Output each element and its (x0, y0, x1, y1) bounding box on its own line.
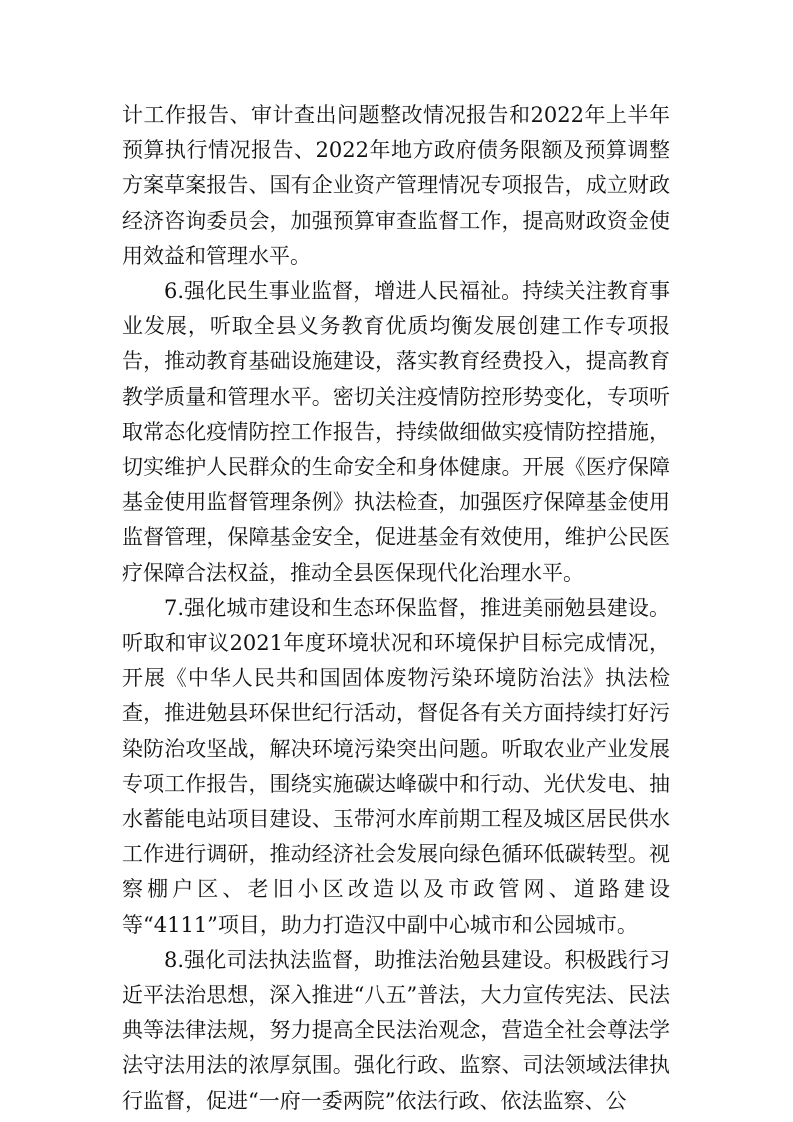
paragraph-audit-continued: 计工作报告、审计查出问题整改情况报告和2022年上半年预算执行情况报告、2022年地方政府债务限额及预算调整方案草案报告、国有企业资产管理情况专项报告，成立财政经济咨询委员会，加强预算审查监督工作，提高财政资金使用效益和管理水平。 (122, 103, 670, 268)
paragraph-item-7-ecology: 7.强化城市建设和生态环保监督，推进美丽勉县建设。听取和审议2021年度环境状况和环境保护目标完成情况，开展《中华人民共和国固体废物污染环境防治法》执法检查，推进勉县环保世纪行活动，督促各有关方面持续打好污染防治攻坚战，解决环境污染突出问题。听取农业产业发展专项工作报告，围绕实施碳达峰碳中和行动、光伏发电、抽水蓄能电站项目建设、玉带河水库前期工程及城区居民供水工作进行调研，推动经济社会发展向绿色循环低碳转型。视察棚户区、老旧小区改造以及市政管网、道路建设等“4111”项目，助力打造汉中副中心城市和公园城市。 (122, 595, 670, 937)
document-page (122, 98, 670, 1119)
paragraph-item-6-livelihood: 6.强化民生事业监督，增进人民福祉。持续关注教育事业发展，听取全县义务教育优质均衡发展创建工作专项报告，推动教育基础设施建设，落实教育经费投入，提高教育教学质量和管理水平。密切关注疫情防控形势变化，专项听取常态化疫情防控工作报告，持续做细做实疫情防控措施，切实维护人民群众的生命安全和身体健康。开展《医疗保障基金使用监督管理条例》执法检查，加强医疗保障基金使用监督管理，保障基金安全，促进基金有效使用，维护公民医疗保障合法权益，推动全县医保现代化治理水平。 (122, 279, 670, 585)
paragraph-item-8-judicial: 8.强化司法执法监督，助推法治勉县建设。积极践行习近平法治思想，深入推进“八五”普法，大力宣传宪法、民法典等法律法规，努力提高全民法治观念，营造全社会尊法学法守法用法的浓厚氛围。强化行政、监察、司法领域法律执行监督，促进“一府一委两院”依法行政、依法监察、公 (122, 947, 670, 1113)
